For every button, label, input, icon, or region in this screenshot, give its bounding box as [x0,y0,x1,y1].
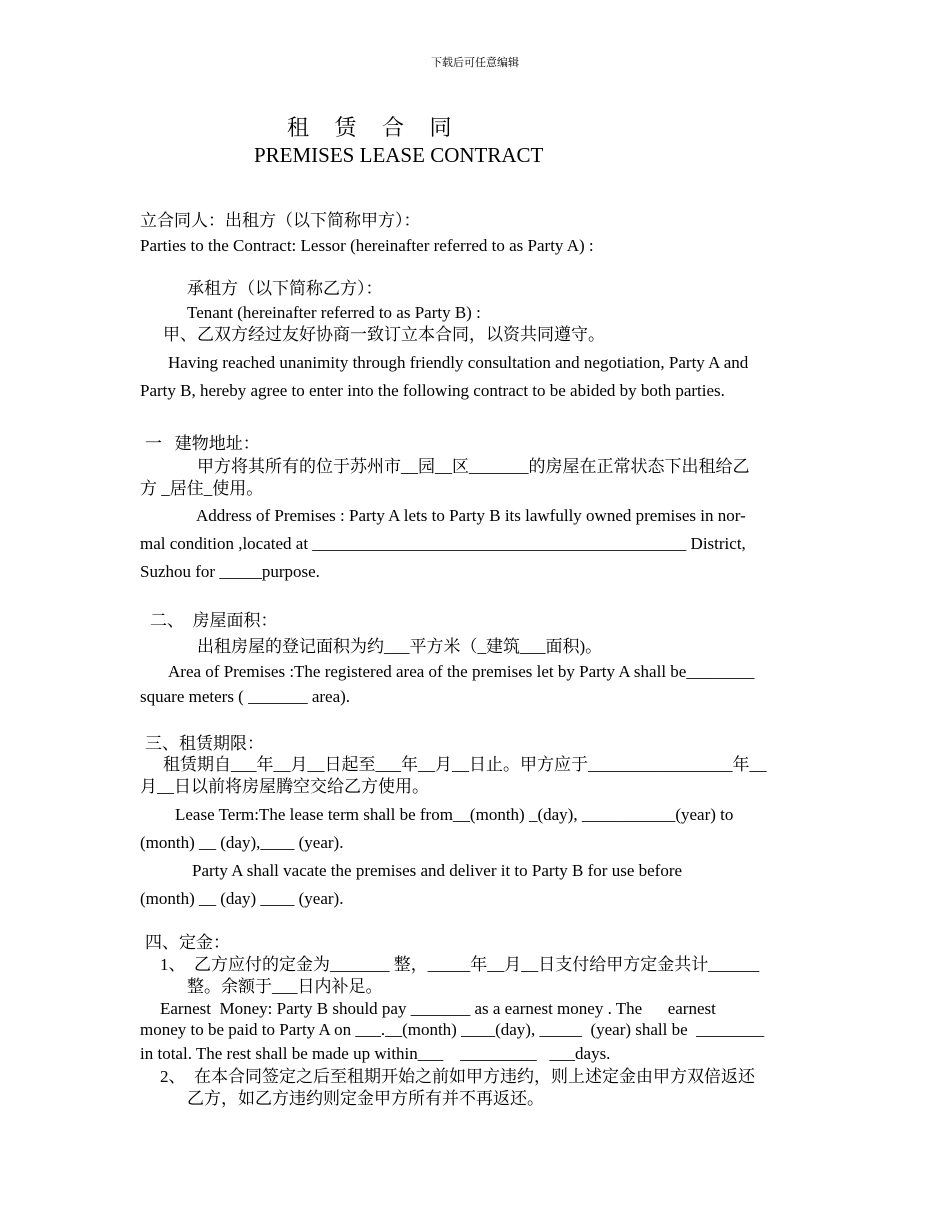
section3-en-line4: (month) __ (day) ____ (year). [140,889,344,908]
title-chinese: 租 赁 合 同 [287,115,462,140]
section4-item1-en-line1: Earnest Money: Party B should pay _______ as a earnest money . The earnest [160,999,716,1018]
section1-cn-line1: 甲方将其所有的位于苏州市__园__区_______的房屋在正常状态下出租给乙 [197,457,750,476]
section3-heading: 三、租赁期限： [145,734,264,753]
section1-en-line3: Suzhou for _____purpose. [140,562,320,581]
section4-item1-cn-line2: 整。余额于___日内补足。 [187,977,383,996]
section2-cn-line1: 出租房屋的登记面积为约___平方米（_建筑___面积)。 [197,637,603,656]
tenant-en: Tenant (hereinafter referred to as Party B) : [187,303,481,322]
section1-en-line2: mal condition ,located at ____________________________________________ District, [140,534,746,553]
section4-heading: 四、定金： [145,933,230,952]
header-note: 下载后可任意编辑 [431,57,519,69]
title-english: PREMISES LEASE CONTRACT [254,143,544,167]
section2-en-line1: Area of Premises :The registered area of the premises let by Party A shall be________ [168,662,755,681]
section3-en-line3: Party A shall vacate the premises and deliver it to Party B for use before [192,861,683,880]
section2-heading: 二、 房屋面积： [150,611,278,630]
tenant-cn: 承租方（以下简称乙方）： [187,279,383,298]
section3-en-line2: (month) __ (day),____ (year). [140,833,344,852]
section3-cn-line2: 月__日以前将房屋腾空交给乙方使用。 [140,777,429,796]
section4-item2-cn-line2: 乙方，如乙方违约则定金甲方所有并不再返还。 [187,1089,544,1108]
section4-item1-en-line3: in total. The rest shall be made up within___ _________ ___days. [140,1044,611,1063]
lessor-cn: 立合同人：出租方（以下简称甲方）： [140,211,421,230]
agree-cn: 甲、乙双方经过友好协商一致订立本合同，以资共同遵守。 [163,325,605,344]
section3-cn-line1: 租赁期自___年__月__日起至___年__月__日止。甲方应于_________________年__ [163,755,767,774]
agree-en-line2: Party B, hereby agree to enter into the following contract to be abided by both parties. [140,381,725,400]
section1-en-line1: Address of Premises : Party A lets to Party B its lawfully owned premises in nor- [196,506,746,525]
lessor-en: Parties to the Contract: Lessor (hereinafter referred to as Party A) : [140,236,594,255]
section3-en-line1: Lease Term:The lease term shall be from__(month) _(day), ___________(year) to [175,805,734,824]
section1-cn-line2: 方 _居住_使用。 [140,479,264,498]
section4-item1-en-line2: money to be paid to Party A on ___.__(month) ____(day), _____ (year) shall be ________ [140,1020,765,1039]
section4-item2-cn-line1: 2、 在本合同签定之后至租期开始之前如甲方违约，则上述定金由甲方双倍返还 [160,1067,755,1086]
agree-en-line1: Having reached unanimity through friendly consultation and negotiation, Party A and [168,353,749,372]
section4-item1-cn-line1: 1、 乙方应付的定金为_______ 整，_____年__月__日支付给甲方定金共计______ [160,955,760,974]
section2-en-line2: square meters ( _______ area). [140,687,351,706]
section1-heading: 一 建物地址： [145,434,260,453]
